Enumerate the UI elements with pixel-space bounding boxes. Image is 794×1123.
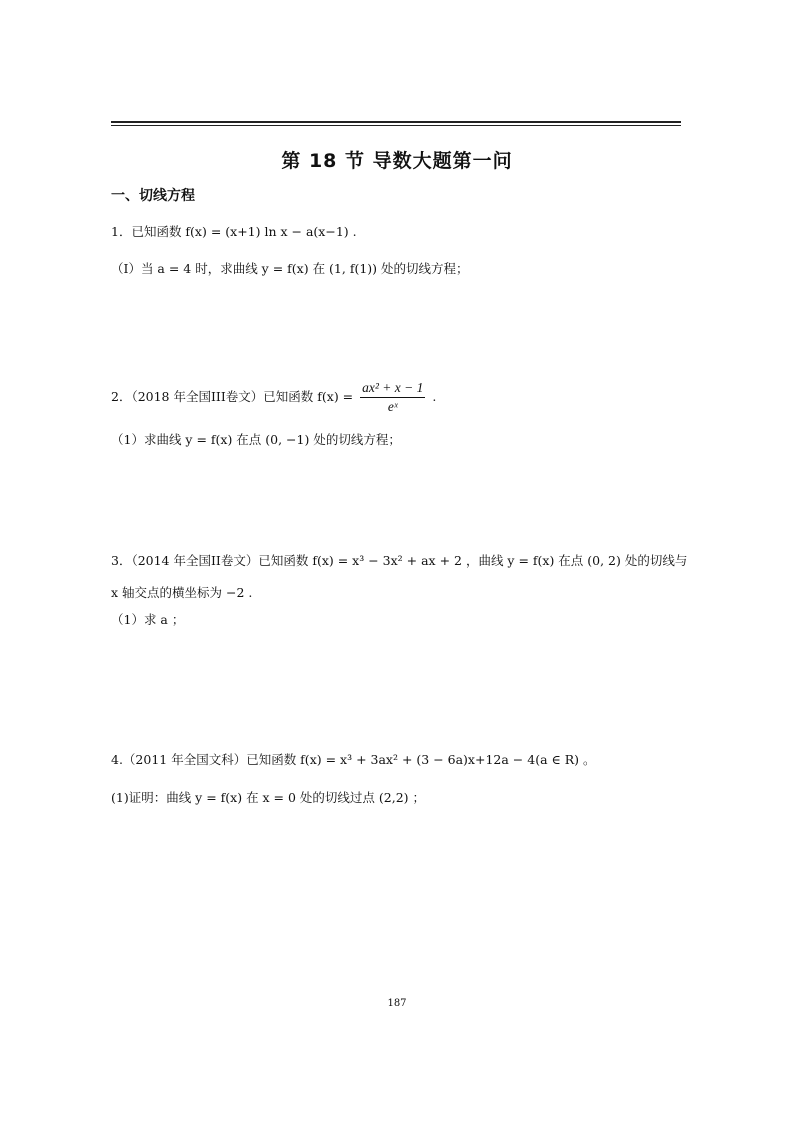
fraction-denominator: eˣ (387, 399, 398, 414)
problem-4-stem: 4.（2011 年全国文科）已知函数 f(x) = x³ + 3ax² + (3 − 6a)x+12a − 4(a ∈ R) 。 (111, 752, 596, 767)
fraction-numerator: ax² + x − 1 (360, 380, 425, 398)
problem-3-stem-continued: x 轴交点的横坐标为 −2 . (111, 585, 253, 600)
page-number: 187 (387, 998, 407, 1009)
section-heading: 一、切线方程 (111, 188, 195, 204)
problem-3-stem: 3．（2014 年全国II卷文）已知函数 f(x) = x³ − 3x² + ax + 2 ，曲线 y = f(x) 在点 (0, 2) 处的切线与 (111, 553, 688, 568)
problem-2-part: （1）求曲线 y = f(x) 在点 (0, −1) 处的切线方程； (111, 432, 401, 447)
problem-1-stem: 1．已知函数 f(x) = (x+1) ln x − a(x−1) . (111, 224, 357, 239)
problem-4-part: (1)证明：曲线 y = f(x) 在 x = 0 处的切线过点 (2,2) ； (111, 790, 426, 805)
problem-2-stem-suffix: . (428, 389, 437, 404)
problem-3-part: （1）求 a ； (111, 612, 185, 627)
problem-2-stem (111, 380, 436, 415)
problem-2-fraction (360, 380, 425, 415)
header-rule-thick (111, 121, 681, 123)
page-title: 第 18 节 导数大题第一问 (281, 150, 513, 172)
problem-2-stem-prefix: 2．（2018 年全国III卷文）已知函数 f(x) = (111, 389, 358, 404)
header-rule-thin (111, 125, 681, 126)
problem-1-part: （I）当 a = 4 时，求曲线 y = f(x) 在 (1, f(1)) 处的切线方程； (111, 261, 469, 276)
